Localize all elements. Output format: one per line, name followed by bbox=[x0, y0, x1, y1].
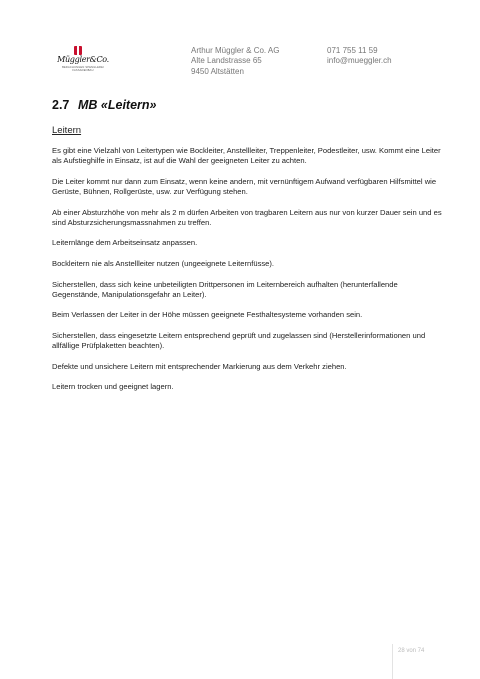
email-address[interactable]: info@muеggler.ch bbox=[327, 56, 392, 66]
company-city: 9450 Altstätten bbox=[191, 66, 244, 76]
paragraph: Sicherstellen, dass sich keine unbeteiligten Drittpersonen im Leiternbereich aufhalten (herunterfallende Gegenstände, Manipulationsgefahr an Leiter). bbox=[52, 279, 398, 299]
paragraph: Es gibt eine Vielzahl von Leitertypen wie Bockleiter, Anstellleiter, Treppenleiter, Podestleiter, usw. Kommt eine Leiter als Aufstieghilfe in Einsatz, ist auf die Wahl der geeigneten Leiter zu achten. bbox=[52, 146, 441, 166]
paragraph: Ab einer Absturzhöhe von mehr als 2 m dürfen Arbeiten von tragbaren Leitern aus nur von kurzer Dauer sein und es sind Absturzsicherungsmassnahmen zu treffen. bbox=[52, 207, 442, 227]
body-text bbox=[52, 146, 442, 403]
paragraph: Leiternlänge dem Arbeitseinsatz anpassen. bbox=[52, 238, 198, 248]
page-number: 28 von 74 bbox=[398, 648, 425, 654]
footer-divider bbox=[392, 644, 393, 679]
phone-number: 071 755 11 59 bbox=[327, 46, 378, 55]
paragraph: Bockleitern nie als Anstellleiter nutzen (ungeeignete Leiternfüsse). bbox=[52, 258, 275, 268]
paragraph: Die Leiter kommt nur dann zum Einsatz, wenn keine andern, mit vernünftigem Aufwand verfügbaren Hilfsmittel wie Gerüste, Bühnen, Rollgerüste, usw. zur Verfügung stehen. bbox=[52, 176, 437, 196]
logo-tagline: BEDACHUNGEN SPENGLEREI FASSADENBAU bbox=[62, 66, 104, 72]
section-number: 2.7 bbox=[52, 98, 70, 112]
company-name: Arthur Müggler & Co. AG bbox=[191, 46, 280, 55]
company-contact bbox=[327, 46, 392, 67]
section-heading bbox=[52, 98, 157, 112]
paragraph: Sicherstellen, dass eingesetzte Leitern entsprechend geprüft und zugelassen sind (Herstellerinformationen und allfällige Prüfplaketten beachten). bbox=[52, 330, 426, 351]
paragraph: Leitern trocken und geeignet lagern. bbox=[52, 382, 174, 392]
logo-mark-icon bbox=[74, 46, 82, 55]
logo-name: Müggler&Co. bbox=[57, 55, 109, 64]
paragraph: Beim Verlassen der Leiter in der Höhe müssen geeignete Festhaltesysteme vorhanden sein. bbox=[52, 310, 363, 320]
subheading: Leitern bbox=[52, 125, 82, 136]
paragraph: Defekte und unsichere Leitern mit entsprechender Markierung aus dem Verkehr ziehen. bbox=[52, 361, 347, 371]
company-address bbox=[191, 46, 279, 77]
company-street: Alte Landstrasse 65 bbox=[191, 56, 262, 66]
company-logo bbox=[52, 46, 114, 74]
section-title: MB «Leitern» bbox=[78, 98, 157, 112]
